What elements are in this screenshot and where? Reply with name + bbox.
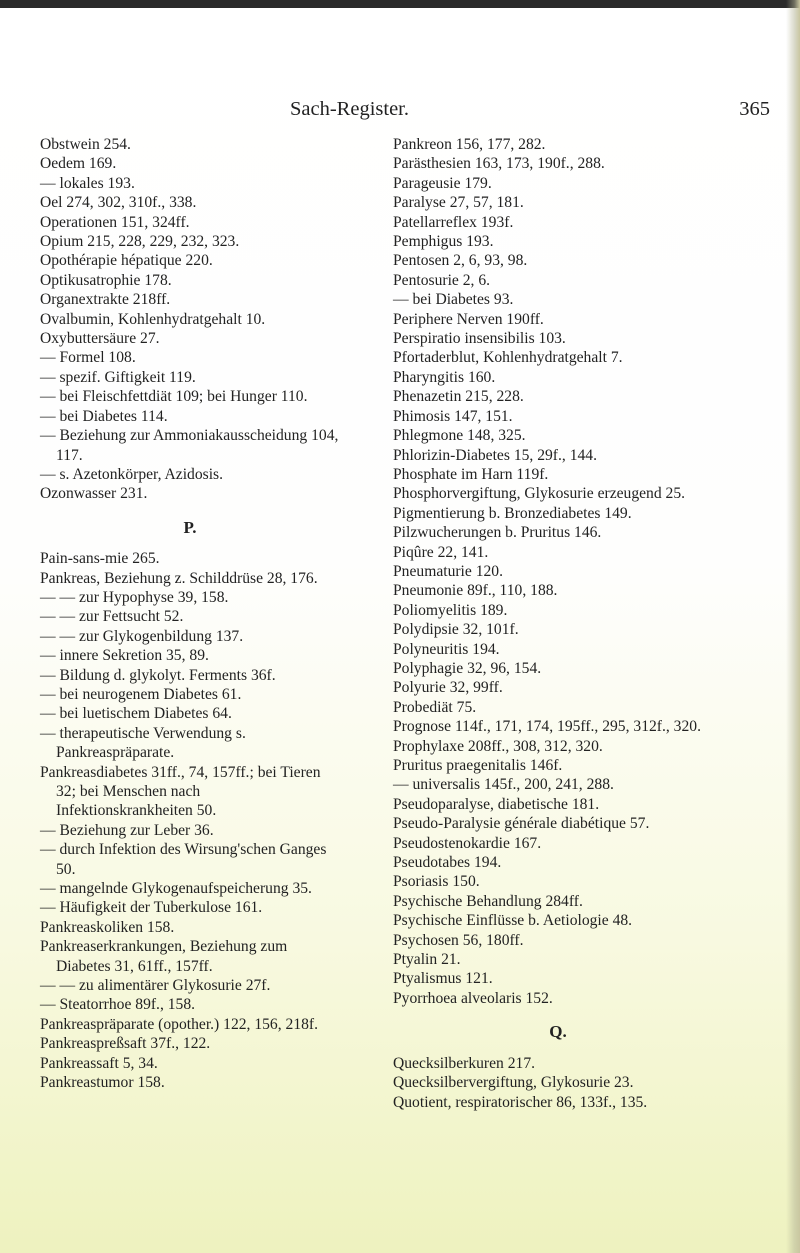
page-number: 365	[739, 98, 770, 120]
index-entry: Probediät 75.	[393, 698, 477, 716]
index-entry: Pankreas, Beziehung z. Schilddrüse 28, 176.	[40, 569, 318, 587]
page-top-edge	[0, 0, 800, 8]
index-entry: Operationen 151, 324ff.	[40, 213, 190, 231]
index-column-left	[40, 135, 340, 1093]
index-entry: Quecksilbervergiftung, Glykosurie 23.	[393, 1074, 634, 1092]
index-entry: Pilzwucherungen b. Pruritus 146.	[393, 524, 602, 542]
index-entry: Psoriasis 150.	[393, 873, 480, 891]
index-entry: — spezif. Giftigkeit 119.	[40, 368, 196, 386]
index-entry: Ptyalismus 121.	[393, 970, 493, 988]
index-entry: Phlorizin-Diabetes 15, 29f., 144.	[393, 446, 597, 464]
index-entry: Pentosurie 2, 6.	[393, 271, 491, 289]
index-entry: — — zur Hypophyse 39, 158.	[40, 588, 229, 606]
index-entry: Polyurie 32, 99ff.	[393, 679, 503, 697]
index-entry: Pigmentierung b. Bronzediabetes 149.	[393, 504, 632, 522]
index-entry: Ozonwasser 231.	[40, 485, 148, 503]
index-entry: — s. Azetonkörper, Azidosis.	[40, 465, 224, 483]
index-entry: Optikusatrophie 178.	[40, 271, 172, 289]
index-entry: Patellarreflex 193f.	[393, 213, 514, 231]
index-entry: Polyneuritis 194.	[393, 640, 500, 658]
index-entry: Ptyalin 21.	[393, 951, 461, 969]
index-entry: Piqûre 22, 141.	[393, 543, 489, 561]
index-entry: — therapeutische Verwendung s. Pankreaspräparate.	[40, 724, 246, 762]
index-entry: Opium 215, 228, 229, 232, 323.	[40, 233, 240, 251]
index-entry: Phosphorvergiftung, Glykosurie erzeugend 25.	[393, 485, 686, 503]
index-entry: Pyorrhoea alveolaris 152.	[393, 989, 553, 1007]
index-entry: Oedem 169.	[40, 155, 117, 173]
index-entry: Pseudoparalyse, diabetische 181.	[393, 795, 600, 813]
index-entry: Pankreaskoliken 158.	[40, 918, 175, 936]
index-entry: Pneumonie 89f., 110, 188.	[393, 582, 558, 600]
index-entry: Parästhesien 163, 173, 190f., 288.	[393, 155, 605, 173]
index-entry: Pankreastumor 158.	[40, 1074, 165, 1092]
index-entry: Pseudotabes 194.	[393, 854, 502, 872]
index-entry: — Formel 108.	[40, 349, 136, 367]
page-right-edge-shadow	[786, 0, 800, 1253]
index-entry: Opothérapie hépatique 220.	[40, 252, 213, 270]
index-entry: Psychosen 56, 180ff.	[393, 931, 524, 949]
index-entry: — bei Diabetes 114.	[40, 407, 168, 425]
index-entry: Pentosen 2, 6, 93, 98.	[393, 252, 528, 270]
section-letter-heading: P.	[183, 517, 197, 537]
index-entry: Phlegmone 148, 325.	[393, 427, 526, 445]
index-entry: Obstwein 254.	[40, 136, 131, 153]
index-entry: Pneumaturie 120.	[393, 562, 504, 580]
index-entry: Polyphagie 32, 96, 154.	[393, 659, 542, 677]
index-entry: Pankreon 156, 177, 282.	[393, 136, 546, 153]
index-entry: Pankreaspräparate (opother.) 122, 156, 218f.	[40, 1015, 318, 1033]
section-letter-heading: Q.	[549, 1022, 567, 1042]
index-column-right	[393, 135, 723, 1112]
index-entry: — mangelnde Glykogenaufspeicherung 35.	[40, 880, 312, 898]
index-entry: — bei Fleischfettdiät 109; bei Hunger 110.	[40, 388, 308, 406]
index-entry: Phenazetin 215, 228.	[393, 388, 524, 406]
index-entry: Pankreaspreßsaft 37f., 122.	[40, 1035, 211, 1053]
index-entry: — Steatorrhoe 89f., 158.	[40, 996, 196, 1014]
index-entry: Periphere Nerven 190ff.	[393, 310, 544, 328]
index-entry: Pseudo-Paralysie générale diabétique 57.	[393, 815, 650, 833]
index-entry: Pain-sans-mie 265.	[40, 550, 160, 568]
index-entry: Psychische Einflüsse b. Aetiologie 48.	[393, 912, 633, 930]
index-entry: — Häufigkeit der Tuberkulose 161.	[40, 899, 263, 917]
index-entry: — bei neurogenem Diabetes 61.	[40, 685, 242, 703]
index-entry: — Beziehung zur Leber 36.	[40, 821, 214, 839]
index-entry: Phimosis 147, 151.	[393, 407, 513, 425]
index-entry: — lokales 193.	[40, 174, 135, 192]
index-entry: — Beziehung zur Ammoniakausscheidung 104, 117.	[40, 427, 339, 464]
index-entry: Oel 274, 302, 310f., 338.	[40, 194, 197, 212]
index-entry: Pruritus praegenitalis 146f.	[393, 757, 563, 774]
index-entry: — Bildung d. glykolyt. Ferments 36f.	[40, 666, 276, 684]
index-entry: Pseudostenokardie 167.	[393, 834, 542, 852]
index-entry: Quotient, respiratorischer 86, 133f., 135.	[393, 1093, 648, 1111]
index-entry: Pankreassaft 5, 34.	[40, 1054, 158, 1072]
index-entry: Pfortaderblut, Kohlenhydratgehalt 7.	[393, 349, 623, 367]
index-entry: Pemphigus 193.	[393, 233, 494, 251]
index-entry: Poliomyelitis 189.	[393, 601, 508, 619]
index-entry: Oxybuttersäure 27.	[40, 330, 160, 348]
index-entry: Phosphate im Harn 119f.	[393, 465, 549, 483]
index-entry: Organextrakte 218ff.	[40, 291, 171, 309]
index-entry: Pankreasdiabetes 31ff., 74, 157ff.; bei Tieren 32; bei Menschen nach Infektionskrankheiten 50.	[40, 763, 321, 820]
index-entry: Prognose 114f., 171, 174, 195ff., 295, 312f., 320.	[393, 718, 701, 736]
index-entry: — innere Sekretion 35, 89.	[40, 647, 209, 665]
index-entry: Paralyse 27, 57, 181.	[393, 194, 524, 212]
index-entry: Quecksilberkuren 217.	[393, 1054, 536, 1072]
index-entry: Psychische Behandlung 284ff.	[393, 892, 583, 910]
index-entry: Prophylaxe 208ff., 308, 312, 320.	[393, 737, 603, 755]
index-entry: Pharyngitis 160.	[393, 368, 496, 386]
index-entry: — bei luetischem Diabetes 64.	[40, 705, 232, 723]
index-entry: — durch Infektion des Wirsung'schen Ganges 50.	[40, 841, 327, 878]
page-header	[40, 98, 770, 128]
index-entry: — bei Diabetes 93.	[393, 291, 514, 309]
index-entry: — — zur Fettsucht 52.	[40, 608, 184, 626]
index-entry: Perspiratio insensibilis 103.	[393, 330, 566, 348]
index-entry: — — zur Glykogenbildung 137.	[40, 627, 244, 645]
index-entry: — universalis 145f., 200, 241, 288.	[393, 776, 614, 794]
index-entry: Polydipsie 32, 101f.	[393, 621, 519, 639]
index-entry: Parageusie 179.	[393, 174, 492, 192]
running-title: Sach-Register.	[290, 98, 409, 120]
index-entry: — — zu alimentärer Glykosurie 27f.	[40, 977, 271, 995]
index-entry: Pankreaserkrankungen, Beziehung zum Diabetes 31, 61ff., 157ff.	[40, 938, 288, 975]
index-entry: Ovalbumin, Kohlenhydratgehalt 10.	[40, 310, 266, 328]
